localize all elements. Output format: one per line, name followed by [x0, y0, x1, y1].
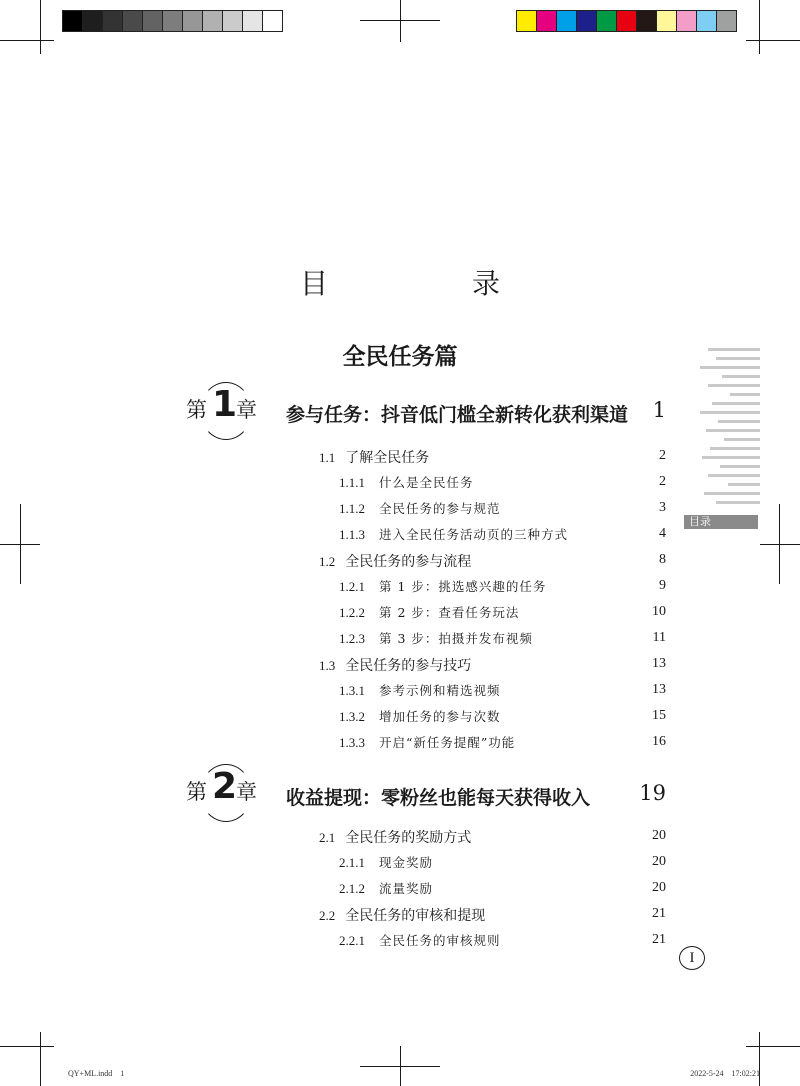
part-title: 全民任务篇	[342, 344, 458, 370]
toc-text: 全民任务的奖励方式	[345, 830, 472, 846]
color-swatch	[617, 11, 637, 31]
toc-text: 进入全民任务活动页的三种方式	[379, 527, 569, 542]
color-swatch	[63, 11, 83, 31]
stripe-line	[706, 429, 760, 432]
toc-subsection[interactable]	[339, 525, 568, 543]
toc-page-number: 2	[659, 474, 666, 489]
crop-mark	[0, 1046, 54, 1047]
toc-text: 全民任务的参与流程	[345, 554, 472, 570]
color-swatch	[103, 11, 123, 31]
crop-mark	[746, 40, 800, 41]
toc-number: 2.2.1	[339, 933, 365, 948]
toc-page-number: 3	[659, 500, 666, 515]
toc-page-number: 21	[652, 906, 666, 921]
registration-mark	[0, 544, 40, 545]
color-control-bar	[516, 10, 737, 32]
toc-text: 全民任务的参与规范	[379, 501, 501, 516]
toc-text: 什么是全民任务	[379, 475, 474, 490]
toc-text: 了解全民任务	[345, 450, 430, 466]
crop-mark	[40, 0, 41, 54]
color-swatch	[83, 11, 103, 31]
registration-mark	[760, 544, 800, 545]
stripe-line	[702, 456, 760, 459]
toc-text: 流量奖励	[379, 881, 434, 896]
toc-page-number: 4	[659, 526, 666, 541]
stripe-line	[728, 483, 760, 486]
stripe-line	[710, 447, 760, 450]
color-swatch	[657, 11, 677, 31]
toc-subsection[interactable]	[339, 603, 519, 621]
color-swatch	[263, 11, 282, 31]
color-swatch	[143, 11, 163, 31]
toc-number: 1.1.1	[339, 475, 365, 490]
toc-page-number: 11	[652, 630, 666, 645]
color-swatch	[537, 11, 557, 31]
stripe-line	[712, 402, 760, 405]
toc-number: 1.3.3	[339, 735, 365, 750]
chapter-prefix: 第	[186, 780, 207, 804]
stripe-line	[718, 420, 760, 423]
toc-text: 第 1 步：挑选感兴趣的任务	[379, 579, 547, 594]
toc-page-number: 13	[652, 682, 666, 697]
registration-mark	[360, 1066, 440, 1067]
toc-page-number: 20	[652, 854, 666, 869]
toc-page-number: 13	[652, 656, 666, 671]
toc-page-number: 21	[652, 932, 666, 947]
footer-file: QY+ML.indd 1	[68, 1069, 125, 1078]
toc-text: 增加任务的参与次数	[379, 709, 501, 724]
toc-subsection[interactable]	[339, 473, 474, 491]
color-swatch	[557, 11, 577, 31]
toc-text: 开启“新任务提醒”功能	[379, 735, 516, 750]
toc-number: 2.1.1	[339, 855, 365, 870]
toc-number: 1.2.2	[339, 605, 365, 620]
color-swatch	[203, 11, 223, 31]
toc-text: 参考示例和精选视频	[379, 683, 501, 698]
toc-page-number: 20	[652, 880, 666, 895]
stripe-line	[704, 492, 760, 495]
toc-subsection[interactable]	[339, 707, 501, 725]
color-swatch	[183, 11, 203, 31]
toc-section[interactable]	[319, 551, 471, 571]
footer-timestamp: 2022-5-24 17:02:21	[690, 1069, 760, 1078]
toc-subsection[interactable]	[339, 853, 433, 871]
toc-page-number: 20	[652, 828, 666, 843]
toc-section[interactable]	[319, 827, 471, 847]
color-swatch	[123, 11, 143, 31]
toc-text: 现金奖励	[379, 855, 434, 870]
toc-text: 第 2 步：查看任务玩法	[379, 605, 520, 620]
crop-mark	[746, 1046, 800, 1047]
chapter-badge	[186, 382, 266, 442]
side-tab: 目录	[684, 515, 758, 529]
toc-page-number: 2	[659, 448, 666, 463]
chapter-title: 收益提现：零粉丝也能每天获得收入	[286, 787, 591, 809]
toc-text: 全民任务的审核和提现	[345, 908, 486, 924]
color-swatch	[163, 11, 183, 31]
color-swatch	[637, 11, 657, 31]
color-swatch	[697, 11, 717, 31]
toc-page-number: 16	[652, 734, 666, 749]
color-swatch	[243, 11, 263, 31]
toc-number: 1.2.1	[339, 579, 365, 594]
chapter-suffix: 章	[236, 780, 257, 804]
crop-mark	[40, 1032, 41, 1086]
toc-section[interactable]	[319, 655, 471, 675]
toc-number: 1.1.3	[339, 527, 365, 542]
chapter-suffix: 章	[236, 398, 257, 422]
color-swatch	[223, 11, 243, 31]
page-folio: I	[679, 946, 705, 970]
toc-page-number: 9	[659, 578, 666, 593]
registration-mark	[400, 0, 401, 42]
toc-number: 2.1.2	[339, 881, 365, 896]
color-swatch	[597, 11, 617, 31]
toc-text: 全民任务的审核规则	[379, 933, 501, 948]
toc-subsection[interactable]	[339, 681, 501, 699]
crop-mark	[0, 40, 54, 41]
toc-section[interactable]	[319, 447, 429, 467]
chapter-page: 19	[639, 781, 666, 805]
toc-text: 全民任务的参与技巧	[345, 658, 472, 674]
registration-mark	[360, 20, 440, 21]
toc-text: 第 3 步：拍摄并发布视频	[379, 631, 533, 646]
stripe-line	[716, 501, 760, 504]
chapter-number: 1	[212, 384, 238, 425]
toc-page-number: 8	[659, 552, 666, 567]
toc-number: 1.2	[319, 554, 336, 569]
toc-number: 1.3	[319, 658, 336, 673]
toc-subsection[interactable]	[339, 499, 501, 517]
toc-subsection[interactable]	[339, 931, 501, 949]
page-title: 目 录	[299, 267, 558, 300]
toc-number: 1.2.3	[339, 631, 365, 646]
toc-page-number: 15	[652, 708, 666, 723]
stripe-line	[724, 438, 760, 441]
toc-subsection[interactable]	[339, 629, 533, 647]
chapter-prefix: 第	[186, 398, 207, 422]
stripe-line	[708, 384, 760, 387]
toc-number: 1.1	[319, 450, 336, 465]
toc-subsection[interactable]	[339, 733, 515, 751]
toc-number: 1.3.1	[339, 683, 365, 698]
stripe-line	[730, 393, 760, 396]
toc-number: 1.1.2	[339, 501, 365, 516]
crop-mark	[759, 0, 760, 54]
color-swatch	[517, 11, 537, 31]
stripe-line	[700, 411, 760, 414]
toc-number: 2.2	[319, 908, 336, 923]
grayscale-control-bar	[62, 10, 283, 32]
stripe-line	[722, 375, 760, 378]
chapter-page: 1	[652, 398, 666, 422]
toc-page-number: 10	[652, 604, 666, 619]
color-swatch	[577, 11, 597, 31]
toc-subsection[interactable]	[339, 879, 433, 897]
chapter-title: 参与任务：抖音低门槛全新转化获利渠道	[286, 404, 629, 426]
chapter-number: 2	[212, 766, 238, 807]
toc-number: 2.1	[319, 830, 336, 845]
chapter-badge	[186, 764, 266, 824]
stripe-line	[708, 474, 760, 477]
color-swatch	[717, 11, 736, 31]
toc-section[interactable]	[319, 905, 485, 925]
stripe-line	[720, 465, 760, 468]
toc-subsection[interactable]	[339, 577, 546, 595]
color-swatch	[677, 11, 697, 31]
toc-number: 1.3.2	[339, 709, 365, 724]
